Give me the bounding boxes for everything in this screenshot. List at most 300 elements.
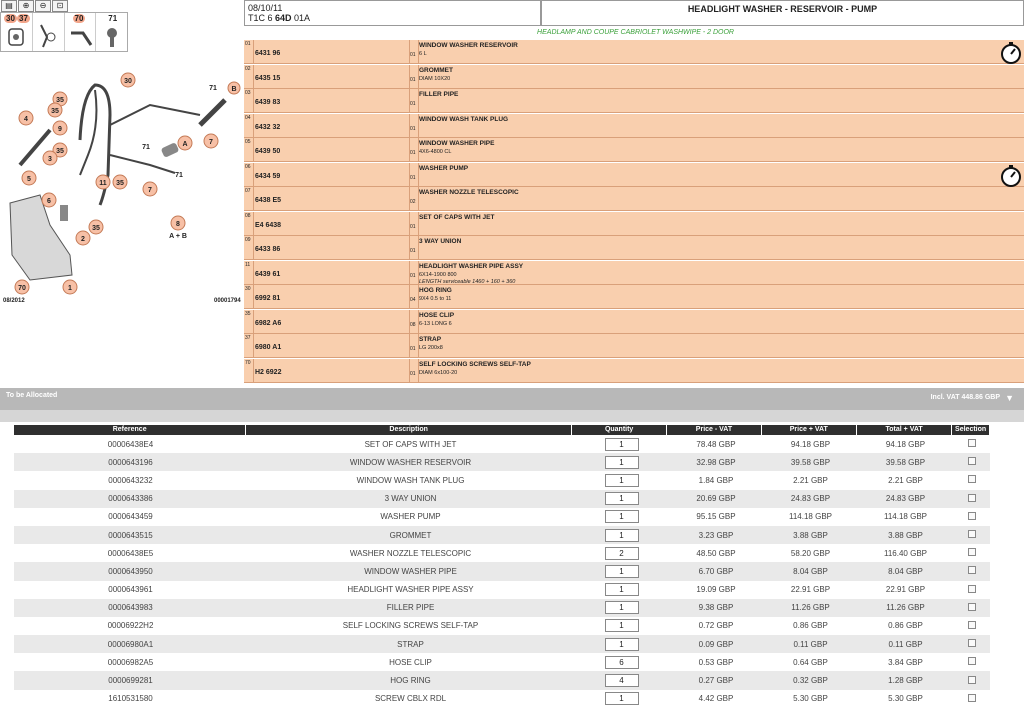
- thumbnail-strip: [0, 12, 128, 52]
- part-description: 3 WAY UNION: [419, 238, 462, 245]
- cell-selection: [953, 548, 990, 558]
- thumb-label: 71: [108, 14, 118, 23]
- part-description: WINDOW WASHER RESERVOIR: [419, 42, 518, 49]
- selection-checkbox[interactable]: [968, 639, 976, 647]
- diagram-date: 08/2012: [3, 298, 25, 304]
- svg-text:2: 2: [81, 236, 85, 243]
- part-description: STRAP: [419, 336, 442, 343]
- part-description: WASHER PUMP: [419, 164, 469, 172]
- quantity-input[interactable]: 1: [605, 510, 639, 523]
- quantity-input[interactable]: 1: [605, 583, 639, 596]
- diagram-toolbar: [0, 0, 150, 12]
- part-description: FILLER PIPE: [419, 91, 459, 98]
- part-row[interactable]: [244, 114, 1024, 138]
- table-row: [14, 653, 990, 671]
- selection-checkbox[interactable]: [968, 566, 976, 574]
- cell-description: WASHER PUMP: [380, 512, 441, 522]
- svg-text:11: 11: [99, 180, 107, 187]
- svg-text:4: 4: [24, 116, 28, 123]
- quantity-input[interactable]: 1: [605, 601, 639, 614]
- cell-price-vat: 0.72 GBP: [698, 621, 734, 631]
- part-item-number: 04: [245, 114, 251, 121]
- thumbnail-70[interactable]: [65, 13, 97, 51]
- cell-description: SELF LOCKING SCREWS SELF-TAP: [342, 621, 479, 631]
- table-row: [14, 508, 990, 526]
- quantity-input[interactable]: 2: [605, 547, 639, 560]
- col-quantity[interactable]: Quantity: [572, 425, 666, 435]
- part-spec: DIAM 10X20: [419, 75, 451, 82]
- table-row: [14, 599, 990, 617]
- table-row: [14, 453, 990, 471]
- part-spec: 4X6-4800 CL: [419, 149, 452, 155]
- thumbnail-30-37[interactable]: [1, 13, 33, 51]
- callout-70[interactable]: [15, 280, 29, 294]
- table-row: [14, 562, 990, 580]
- callout-A[interactable]: [178, 136, 192, 150]
- quantity-input[interactable]: 1: [605, 474, 639, 487]
- cell-description: FILLER PIPE: [386, 603, 435, 613]
- quantity-input[interactable]: 1: [605, 492, 639, 505]
- svg-text:8: 8: [176, 221, 180, 228]
- col-price-plus-vat[interactable]: Price + VAT: [762, 425, 856, 435]
- callout-71[interactable]: [142, 144, 150, 151]
- screw-icon: [69, 27, 95, 49]
- cell-selection: [953, 457, 990, 467]
- quantity-input[interactable]: 1: [605, 456, 639, 469]
- cell-price-plus-vat: 114.18 GBP: [789, 512, 832, 522]
- cell-quantity: [574, 674, 669, 687]
- selection-checkbox[interactable]: [968, 548, 976, 556]
- cell-quantity: [574, 565, 669, 578]
- part-reference[interactable]: 6434 59: [255, 172, 281, 180]
- part-spec: 6-13 LONG 6: [419, 320, 452, 327]
- quantity-input[interactable]: 1: [605, 692, 639, 705]
- part-spec: 6 L: [419, 51, 427, 57]
- cell-total-plus-vat: 8.04 GBP: [888, 566, 923, 576]
- part-reference[interactable]: 6432 32: [255, 123, 281, 131]
- part-row[interactable]: [244, 236, 1024, 260]
- quantity-input[interactable]: 1: [605, 638, 639, 651]
- callout-3[interactable]: [43, 151, 57, 165]
- svg-text:7: 7: [209, 139, 213, 146]
- quantity-input[interactable]: 1: [605, 619, 639, 632]
- table-row: [14, 617, 990, 635]
- cell-price-vat: 0.53 GBP: [698, 657, 734, 667]
- quantity-input[interactable]: 6: [605, 656, 639, 669]
- cell-price-vat: 9.38 GBP: [698, 603, 734, 613]
- callout-B[interactable]: [228, 82, 240, 94]
- allocation-total: Incl. VAT 448.86 GBP: [930, 394, 1000, 401]
- part-item-number: 70: [245, 359, 251, 366]
- cell-description: HEADLIGHT WASHER PIPE ASSY: [347, 585, 474, 595]
- cell-price-plus-vat: 0.86 GBP: [793, 621, 828, 631]
- cell-total-plus-vat: 1.28 GBP: [888, 676, 923, 686]
- cell-description: HOG RING: [390, 676, 431, 686]
- svg-text:6: 6: [47, 198, 51, 205]
- zoom-out-icon[interactable]: ⊖: [35, 0, 51, 12]
- part-reference[interactable]: 6992 81: [255, 295, 281, 302]
- part-reference[interactable]: 6433 86: [255, 246, 281, 253]
- cell-price-plus-vat: 2.21 GBP: [793, 475, 828, 485]
- table-row: [14, 690, 990, 708]
- cart-header: [14, 425, 990, 435]
- col-selection[interactable]: Selection: [952, 425, 989, 435]
- selection-checkbox[interactable]: [968, 512, 976, 520]
- table-row: [14, 490, 990, 508]
- part-reference[interactable]: H2 6922: [255, 368, 282, 376]
- table-row: [14, 635, 990, 653]
- part-quantity: 01: [410, 346, 416, 352]
- part-item-number: 07: [245, 188, 251, 194]
- part-row[interactable]: [244, 212, 1024, 236]
- callout-6[interactable]: [42, 193, 56, 207]
- part-quantity: 04: [410, 297, 416, 303]
- part-description: WINDOW WASHER PIPE: [419, 140, 495, 147]
- cell-price-plus-vat: 22.91 GBP: [790, 585, 831, 595]
- cell-quantity: [574, 601, 669, 614]
- table-row: [14, 544, 990, 562]
- cell-description: WASHER NOZZLE TELESCOPIC: [349, 548, 472, 558]
- part-reference[interactable]: 6439 83: [255, 99, 281, 106]
- svg-text:A: A: [182, 141, 188, 148]
- selection-checkbox[interactable]: [968, 621, 976, 629]
- selection-checkbox[interactable]: [968, 657, 976, 665]
- table-row: [14, 471, 990, 489]
- stopwatch-icon[interactable]: [1000, 42, 1022, 64]
- part-item-number: 30: [245, 286, 251, 292]
- cell-quantity: [574, 456, 669, 469]
- cell-price-plus-vat: 8.04 GBP: [793, 566, 828, 576]
- selection-checkbox[interactable]: [968, 585, 976, 593]
- print-icon[interactable]: ▤: [1, 0, 17, 12]
- svg-text:B: B: [231, 86, 237, 93]
- part-row[interactable]: [244, 40, 1024, 64]
- quantity-input[interactable]: 4: [605, 674, 639, 687]
- part-description: WASHER NOZZLE TELESCOPIC: [419, 189, 519, 196]
- diagram-panel: [0, 0, 243, 384]
- part-item-number: 01: [245, 41, 251, 47]
- selection-checkbox[interactable]: [968, 439, 976, 447]
- part-quantity: 02: [410, 199, 416, 205]
- cell-selection: [953, 530, 990, 540]
- selection-checkbox[interactable]: [968, 676, 976, 684]
- cell-price-vat: 48.50 GBP: [696, 548, 736, 558]
- part-item-number: 03: [245, 90, 251, 96]
- part-reference[interactable]: 6439 61: [255, 270, 281, 278]
- part-item-number: 37: [245, 335, 251, 341]
- stopwatch-icon[interactable]: [1000, 165, 1022, 187]
- cell-quantity: [574, 692, 669, 705]
- part-row[interactable]: [244, 359, 1024, 383]
- cell-reference: 0000643961: [108, 585, 153, 595]
- part-description: SET OF CAPS WITH JET: [419, 213, 495, 221]
- callout-7[interactable]: [204, 134, 218, 148]
- header-date: 08/10/11: [248, 3, 283, 13]
- part-row[interactable]: [244, 65, 1024, 89]
- part-reference[interactable]: 6438 E5: [255, 197, 282, 204]
- cell-price-plus-vat: 0.32 GBP: [793, 676, 828, 686]
- part-spec: 9X4 0.5 to 11: [419, 296, 452, 302]
- callout-label-ab: A + B: [169, 233, 187, 240]
- cell-selection: [953, 585, 990, 595]
- cell-quantity: [574, 547, 669, 560]
- callout-35[interactable]: [48, 103, 62, 117]
- selection-checkbox[interactable]: [968, 603, 976, 611]
- part-quantity: 08: [410, 321, 416, 328]
- cell-total-plus-vat: 114.18 GBP: [884, 512, 927, 522]
- cell-reference: 00006980A1: [107, 639, 154, 649]
- svg-text:35: 35: [51, 108, 59, 115]
- cell-reference: 00006982A5: [107, 657, 154, 667]
- svg-text:1: 1: [68, 285, 72, 292]
- part-item-number: 06: [245, 163, 251, 170]
- cell-description: WINDOW WASH TANK PLUG: [356, 475, 465, 485]
- part-quantity: 01: [410, 52, 416, 58]
- cell-reference: 0000643459: [108, 512, 153, 522]
- diagram-ref: 00001794: [214, 298, 241, 304]
- selection-checkbox[interactable]: [968, 694, 976, 702]
- cell-selection: [953, 512, 990, 522]
- cell-price-plus-vat: 5.30 GBP: [793, 694, 828, 704]
- quantity-input[interactable]: 1: [605, 529, 639, 542]
- part-item-number: 05: [245, 139, 251, 145]
- cell-total-plus-vat: 2.21 GBP: [888, 475, 923, 485]
- callout-1[interactable]: [63, 280, 77, 294]
- page-title: HEADLIGHT WASHER - RESERVOIR - PUMP: [541, 0, 1024, 26]
- allocation-bar: [0, 388, 1024, 410]
- col-reference[interactable]: Reference: [14, 425, 245, 435]
- cell-total-plus-vat: 3.88 GBP: [888, 530, 923, 540]
- svg-text:35: 35: [56, 148, 64, 155]
- cell-price-plus-vat: 0.11 GBP: [793, 639, 828, 649]
- cell-quantity: [574, 638, 669, 651]
- cell-price-plus-vat: 94.18 GBP: [790, 439, 831, 449]
- cell-reference: 00006922H2: [107, 621, 154, 631]
- cell-selection: [953, 657, 990, 667]
- cell-description: WINDOW WASHER RESERVOIR: [349, 457, 472, 467]
- cell-total-plus-vat: 24.83 GBP: [885, 494, 926, 504]
- part-row[interactable]: [244, 310, 1024, 334]
- clip-icon: [37, 23, 61, 49]
- part-item-number: 08: [245, 212, 251, 219]
- part-item-number: 11: [245, 261, 251, 268]
- cell-total-plus-vat: 3.84 GBP: [888, 657, 923, 667]
- cell-price-plus-vat: 58.20 GBP: [790, 548, 831, 558]
- thumb-label: 37: [19, 14, 28, 23]
- part-spec: LG 200x8: [419, 345, 443, 351]
- cell-price-plus-vat: 11.26 GBP: [791, 603, 830, 613]
- table-row: [14, 526, 990, 544]
- part-description: GROMMET: [419, 66, 453, 74]
- cart-table: [14, 425, 990, 708]
- part-reference[interactable]: E4 6438: [255, 221, 282, 229]
- cell-price-vat: 20.69 GBP: [696, 494, 736, 504]
- part-description: HOG RING: [419, 287, 452, 294]
- part-quantity: 01: [410, 370, 416, 377]
- callout-71[interactable]: [209, 85, 217, 92]
- part-description: SELF LOCKING SCREWS SELF-TAP: [419, 360, 531, 368]
- callout-35[interactable]: [89, 220, 103, 234]
- part-quantity: 01: [410, 76, 416, 83]
- bolt-icon: [102, 27, 122, 49]
- cell-price-vat: 0.27 GBP: [698, 676, 734, 686]
- part-item-number: 09: [245, 237, 251, 243]
- col-price-vat[interactable]: Price - VAT: [667, 425, 760, 435]
- cell-reference: 0000643950: [108, 566, 153, 576]
- table-row: [14, 435, 990, 453]
- part-row[interactable]: [244, 285, 1024, 309]
- cell-total-plus-vat: 11.26 GBP: [886, 603, 925, 613]
- cell-price-plus-vat: 24.83 GBP: [790, 494, 831, 504]
- selection-checkbox[interactable]: [968, 457, 976, 465]
- svg-text:35: 35: [92, 225, 100, 232]
- zoom-fit-icon[interactable]: ⊡: [52, 0, 68, 12]
- svg-text:5: 5: [27, 176, 31, 183]
- part-row[interactable]: [244, 187, 1024, 211]
- part-row[interactable]: [244, 89, 1024, 113]
- cell-description: GROMMET: [389, 530, 432, 540]
- cell-selection: [953, 694, 990, 704]
- callout-9[interactable]: [53, 121, 67, 135]
- cell-quantity: [574, 474, 669, 487]
- part-spec-note: LENGTH serviceable 1460 + 160 + 360: [419, 278, 516, 285]
- callout-4[interactable]: [19, 111, 33, 125]
- cell-reference: 00006438E5: [107, 548, 154, 558]
- cell-description: SCREW CBLX RDL: [374, 694, 447, 704]
- callout-71[interactable]: [175, 172, 183, 179]
- callout-11[interactable]: [96, 175, 110, 189]
- part-row[interactable]: [244, 163, 1024, 187]
- thumbnail-71[interactable]: [96, 13, 127, 51]
- cell-quantity: [574, 583, 669, 596]
- svg-text:7: 7: [148, 187, 152, 194]
- selection-checkbox[interactable]: [968, 530, 976, 538]
- callout-8[interactable]: [171, 216, 185, 230]
- part-row[interactable]: [244, 261, 1024, 285]
- cell-selection: [953, 439, 990, 449]
- callout-35[interactable]: [113, 175, 127, 189]
- part-quantity: 01: [410, 223, 416, 230]
- thumb-label: 70: [74, 14, 84, 23]
- cell-quantity: [574, 619, 669, 632]
- cell-description: WINDOW WASHER PIPE: [364, 566, 457, 576]
- part-reference[interactable]: 6982 A6: [255, 319, 282, 327]
- part-reference[interactable]: 6431 96: [255, 50, 281, 57]
- part-quantity: 01: [410, 248, 416, 254]
- part-spec: DIAM 6x100-20: [419, 369, 458, 376]
- part-quantity: 01: [410, 125, 416, 132]
- thumbnail-strap[interactable]: [33, 13, 65, 51]
- cell-selection: [953, 566, 990, 576]
- cell-price-vat: 3.23 GBP: [698, 530, 734, 540]
- cell-selection: [953, 639, 990, 649]
- cell-reference: 0000643196: [108, 457, 153, 467]
- svg-text:3: 3: [48, 156, 52, 163]
- cell-quantity: [574, 529, 669, 542]
- callout-7[interactable]: [143, 182, 157, 196]
- cell-description: SET OF CAPS WITH JET: [364, 439, 457, 449]
- cell-reference: 00006438E4: [107, 439, 154, 449]
- quantity-input[interactable]: 1: [605, 438, 639, 451]
- cell-selection: [953, 494, 990, 504]
- svg-text:35: 35: [56, 97, 64, 104]
- part-description: HEADLIGHT WASHER PIPE ASSY: [419, 262, 524, 270]
- part-spec: 6X14-1900 800: [419, 271, 457, 278]
- cell-quantity: [574, 492, 669, 505]
- cell-total-plus-vat: 0.86 GBP: [888, 621, 923, 631]
- part-quantity: 01: [410, 174, 416, 181]
- svg-text:71: 71: [175, 172, 183, 179]
- cell-total-plus-vat: 94.18 GBP: [885, 439, 926, 449]
- cell-price-plus-vat: 3.88 GBP: [793, 530, 828, 540]
- header-info: [244, 0, 541, 26]
- cell-selection: [953, 676, 990, 686]
- chevron-down-icon[interactable]: ▼: [1005, 393, 1014, 403]
- quantity-input[interactable]: 1: [605, 565, 639, 578]
- zoom-in-icon[interactable]: ⊕: [18, 0, 34, 12]
- callout-5[interactable]: [22, 171, 36, 185]
- part-quantity: 01: [410, 101, 416, 107]
- cell-selection: [953, 603, 990, 613]
- cell-reference: 0000643232: [108, 475, 153, 485]
- part-description: HOSE CLIP: [419, 311, 455, 319]
- svg-text:71: 71: [209, 85, 217, 92]
- cell-price-plus-vat: 39.58 GBP: [790, 457, 831, 467]
- part-quantity: 01: [410, 150, 416, 156]
- parts-list: [244, 40, 1024, 384]
- cell-price-vat: 1.84 GBP: [698, 475, 734, 485]
- cell-reference: 0000643386: [108, 494, 153, 504]
- table-row: [14, 671, 990, 689]
- part-row[interactable]: [244, 138, 1024, 162]
- page-subtitle: HEADLAMP AND COUPE CABRIOLET WASHWIPE - 2 DOOR: [537, 29, 734, 36]
- col-total-plus-vat[interactable]: Total + VAT: [857, 425, 951, 435]
- selection-checkbox[interactable]: [968, 494, 976, 502]
- cell-total-plus-vat: 0.11 GBP: [888, 639, 923, 649]
- header-code: T1C 6 64D 01A: [248, 13, 311, 23]
- exploded-diagram: [0, 55, 243, 310]
- svg-text:35: 35: [116, 180, 124, 187]
- table-row: [14, 581, 990, 599]
- strap-icon: [7, 27, 27, 49]
- part-row[interactable]: [244, 334, 1024, 358]
- cell-reference: 0000699281: [108, 676, 153, 686]
- callout-30[interactable]: [121, 73, 135, 87]
- part-item-number: 35: [245, 310, 251, 317]
- callout-2[interactable]: [76, 231, 90, 245]
- col-description[interactable]: Description: [246, 425, 571, 435]
- cell-reference: 1610531580: [108, 694, 153, 704]
- cell-selection: [953, 475, 990, 485]
- cell-total-plus-vat: 116.40 GBP: [884, 548, 927, 558]
- allocation-spacer: [0, 410, 1024, 422]
- cell-price-vat: 6.70 GBP: [698, 566, 734, 576]
- cell-total-plus-vat: 5.30 GBP: [888, 694, 923, 704]
- cell-description: STRAP: [397, 639, 424, 649]
- selection-checkbox[interactable]: [968, 475, 976, 483]
- svg-text:9: 9: [58, 126, 62, 133]
- cell-quantity: [574, 510, 669, 523]
- cell-quantity: [574, 438, 669, 451]
- part-reference[interactable]: 6980 A1: [255, 344, 282, 351]
- cell-description: 3 WAY UNION: [384, 494, 437, 504]
- cell-reference: 0000643983: [108, 603, 153, 613]
- part-reference[interactable]: 6435 15: [255, 74, 281, 82]
- cell-total-plus-vat: 22.91 GBP: [885, 585, 926, 595]
- part-reference[interactable]: 6439 50: [255, 148, 281, 155]
- part-item-number: 02: [245, 65, 251, 72]
- cell-price-plus-vat: 0.64 GBP: [793, 657, 828, 667]
